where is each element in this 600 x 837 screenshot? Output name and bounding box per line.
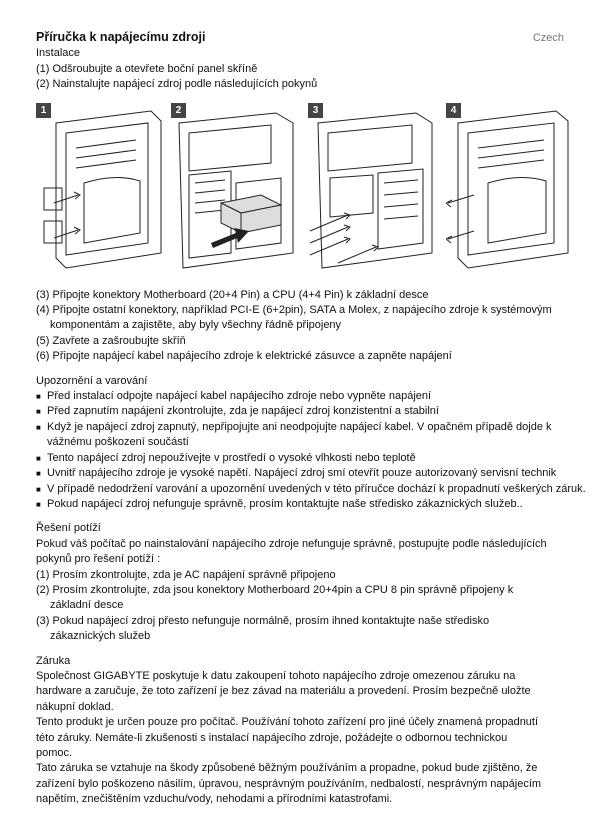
manual-page (36, 30, 586, 808)
page-title: Příručka k napájecímu zdroji (36, 30, 206, 44)
warranty-line: Společnost GIGABYTE poskytuje k datu zakoupení tohoto napájecího zdroje omezenou záruku na (36, 669, 516, 682)
warning-item: ■ Uvnitř napájecího zdroje je vysoké napětí. Napájecí zdroj smí otevřít pouze autorizovaný servisní technik (36, 467, 557, 480)
warning-item: ■ Před zapnutím napájení zkontrolujte, zda je napájecí zdroj konzistentní a stabilní (36, 405, 439, 418)
troubleshoot-intro-cont: pokynů pro řešení potíží : (36, 553, 161, 566)
figure-number: 2 (171, 103, 186, 118)
figure-2 (171, 103, 301, 273)
warning-item: ■ Pokud napájecí zdroj nefunguje správně, prosím kontaktujte naše středisko zákaznických služeb.. (36, 497, 523, 510)
header (36, 30, 576, 46)
troubleshoot-step-3: (3) Pokud napájecí zdroj přesto nefunguje normálně, prosím ihned kontaktujte naše středisko (36, 614, 490, 627)
figure-number: 4 (446, 103, 461, 118)
warranty-heading: Záruka (36, 654, 71, 667)
figure-3-illustration (308, 103, 438, 273)
warning-item: ■ Když je napájecí zdroj zapnutý, nepřipojujte ani neodpojujte napájecí kabel. V opačném případě dojde k vážnému poškození součástí (36, 420, 552, 449)
install-step-6: (6) Připojte napájecí kabel napájecího zdroje k elektrické zásuvce a zapněte napájení (36, 350, 452, 363)
warranty-line: Tento produkt je určen pouze pro počítač. Používání tohoto zařízení pro jiné účely znamená propadnutí (36, 716, 539, 729)
troubleshoot-heading: Řešení potíží (36, 522, 101, 535)
warranty-line: pomoc. (36, 747, 73, 759)
install-step-3: (3) Připojte konektory Motherboard (20+4 Pin) a CPU (4+4 Pin) k základní desce (36, 288, 429, 301)
figure-3 (308, 103, 438, 273)
warranty-line: nákupní doklad. (36, 700, 114, 713)
install-heading: Instalace (36, 47, 81, 60)
troubleshoot-step-2-cont: základní desce (50, 599, 124, 612)
troubleshoot-step-3-cont: zákaznických služeb (50, 630, 151, 643)
warning-item: ■ Před instalací odpojte napájecí kabel napájecího zdroje nebo vypněte napájení (36, 390, 432, 403)
warranty-line: napětím, znečištěním vzduchu/vody, nehodami a přírodními katastrofami. (36, 793, 393, 806)
install-step-4: (4) Připojte ostatní konektory, například PCI-E (6+2pin), SATA a Molex, z napájecího zdroje k systémovým (36, 304, 552, 317)
troubleshoot-step-2: (2) Prosím zkontrolujte, zda jsou konektory Motherboard 20+4pin a CPU 8 pin správně připojeny k (36, 583, 514, 596)
warnings-heading: Upozornění a varování (36, 374, 148, 387)
figure-1-illustration (36, 103, 166, 273)
figure-number: 1 (36, 103, 51, 118)
figure-4-illustration (446, 103, 576, 273)
install-step-1: (1) Odšroubujte a otevřete boční panel skříně (36, 62, 258, 75)
troubleshoot-intro: Pokud váš počítač po nainstalování napájecího zdroje nefunguje správně, postupujte podle následujících (36, 537, 547, 550)
install-step-5: (5) Zavřete a zašroubujte skříň (36, 334, 186, 347)
install-step-4-cont: komponentám a zajistěte, aby byly všechny řádně připojeny (50, 319, 342, 332)
warranty-line: zařízení bylo poškozeno násilím, úpravou, nesprávným používáním, nedbalostí, nesprávným napájecím (36, 777, 542, 790)
warranty-line: této záruky. Nemáte-li zkušenosti s instalací napájecího zdroje, požádejte o odbornou technickou (36, 731, 508, 744)
installation-figures (36, 103, 576, 278)
warranty-line: Tato záruka se vztahuje na škody způsobené běžným používáním a propadne, pokud bude zjištěno, že (36, 762, 538, 775)
warning-item: ■ V případě nedodržení varování a upozornění uvedených v této příručce dochází k propadnutí veškerých záruk. (36, 482, 586, 495)
figure-1 (36, 103, 166, 273)
troubleshoot-step-1: (1) Prosím zkontrolujte, zda je AC napájení správně připojeno (36, 568, 336, 581)
warranty-line: hardware a zaručuje, že toto zařízení je bez závad na materiálu a provedení. Prosím bezpečně uložte (36, 685, 531, 698)
warning-item: ■ Tento napájecí zdroj nepoužívejte v prostředí o vysoké vlhkosti nebo teplotě (36, 451, 416, 464)
language-label: Czech (532, 32, 564, 44)
install-step-2: (2) Nainstalujte napájecí zdroj podle následujících pokynů (36, 78, 318, 91)
figure-2-illustration (171, 103, 301, 273)
figure-4 (446, 103, 576, 273)
figure-number: 3 (308, 103, 323, 118)
